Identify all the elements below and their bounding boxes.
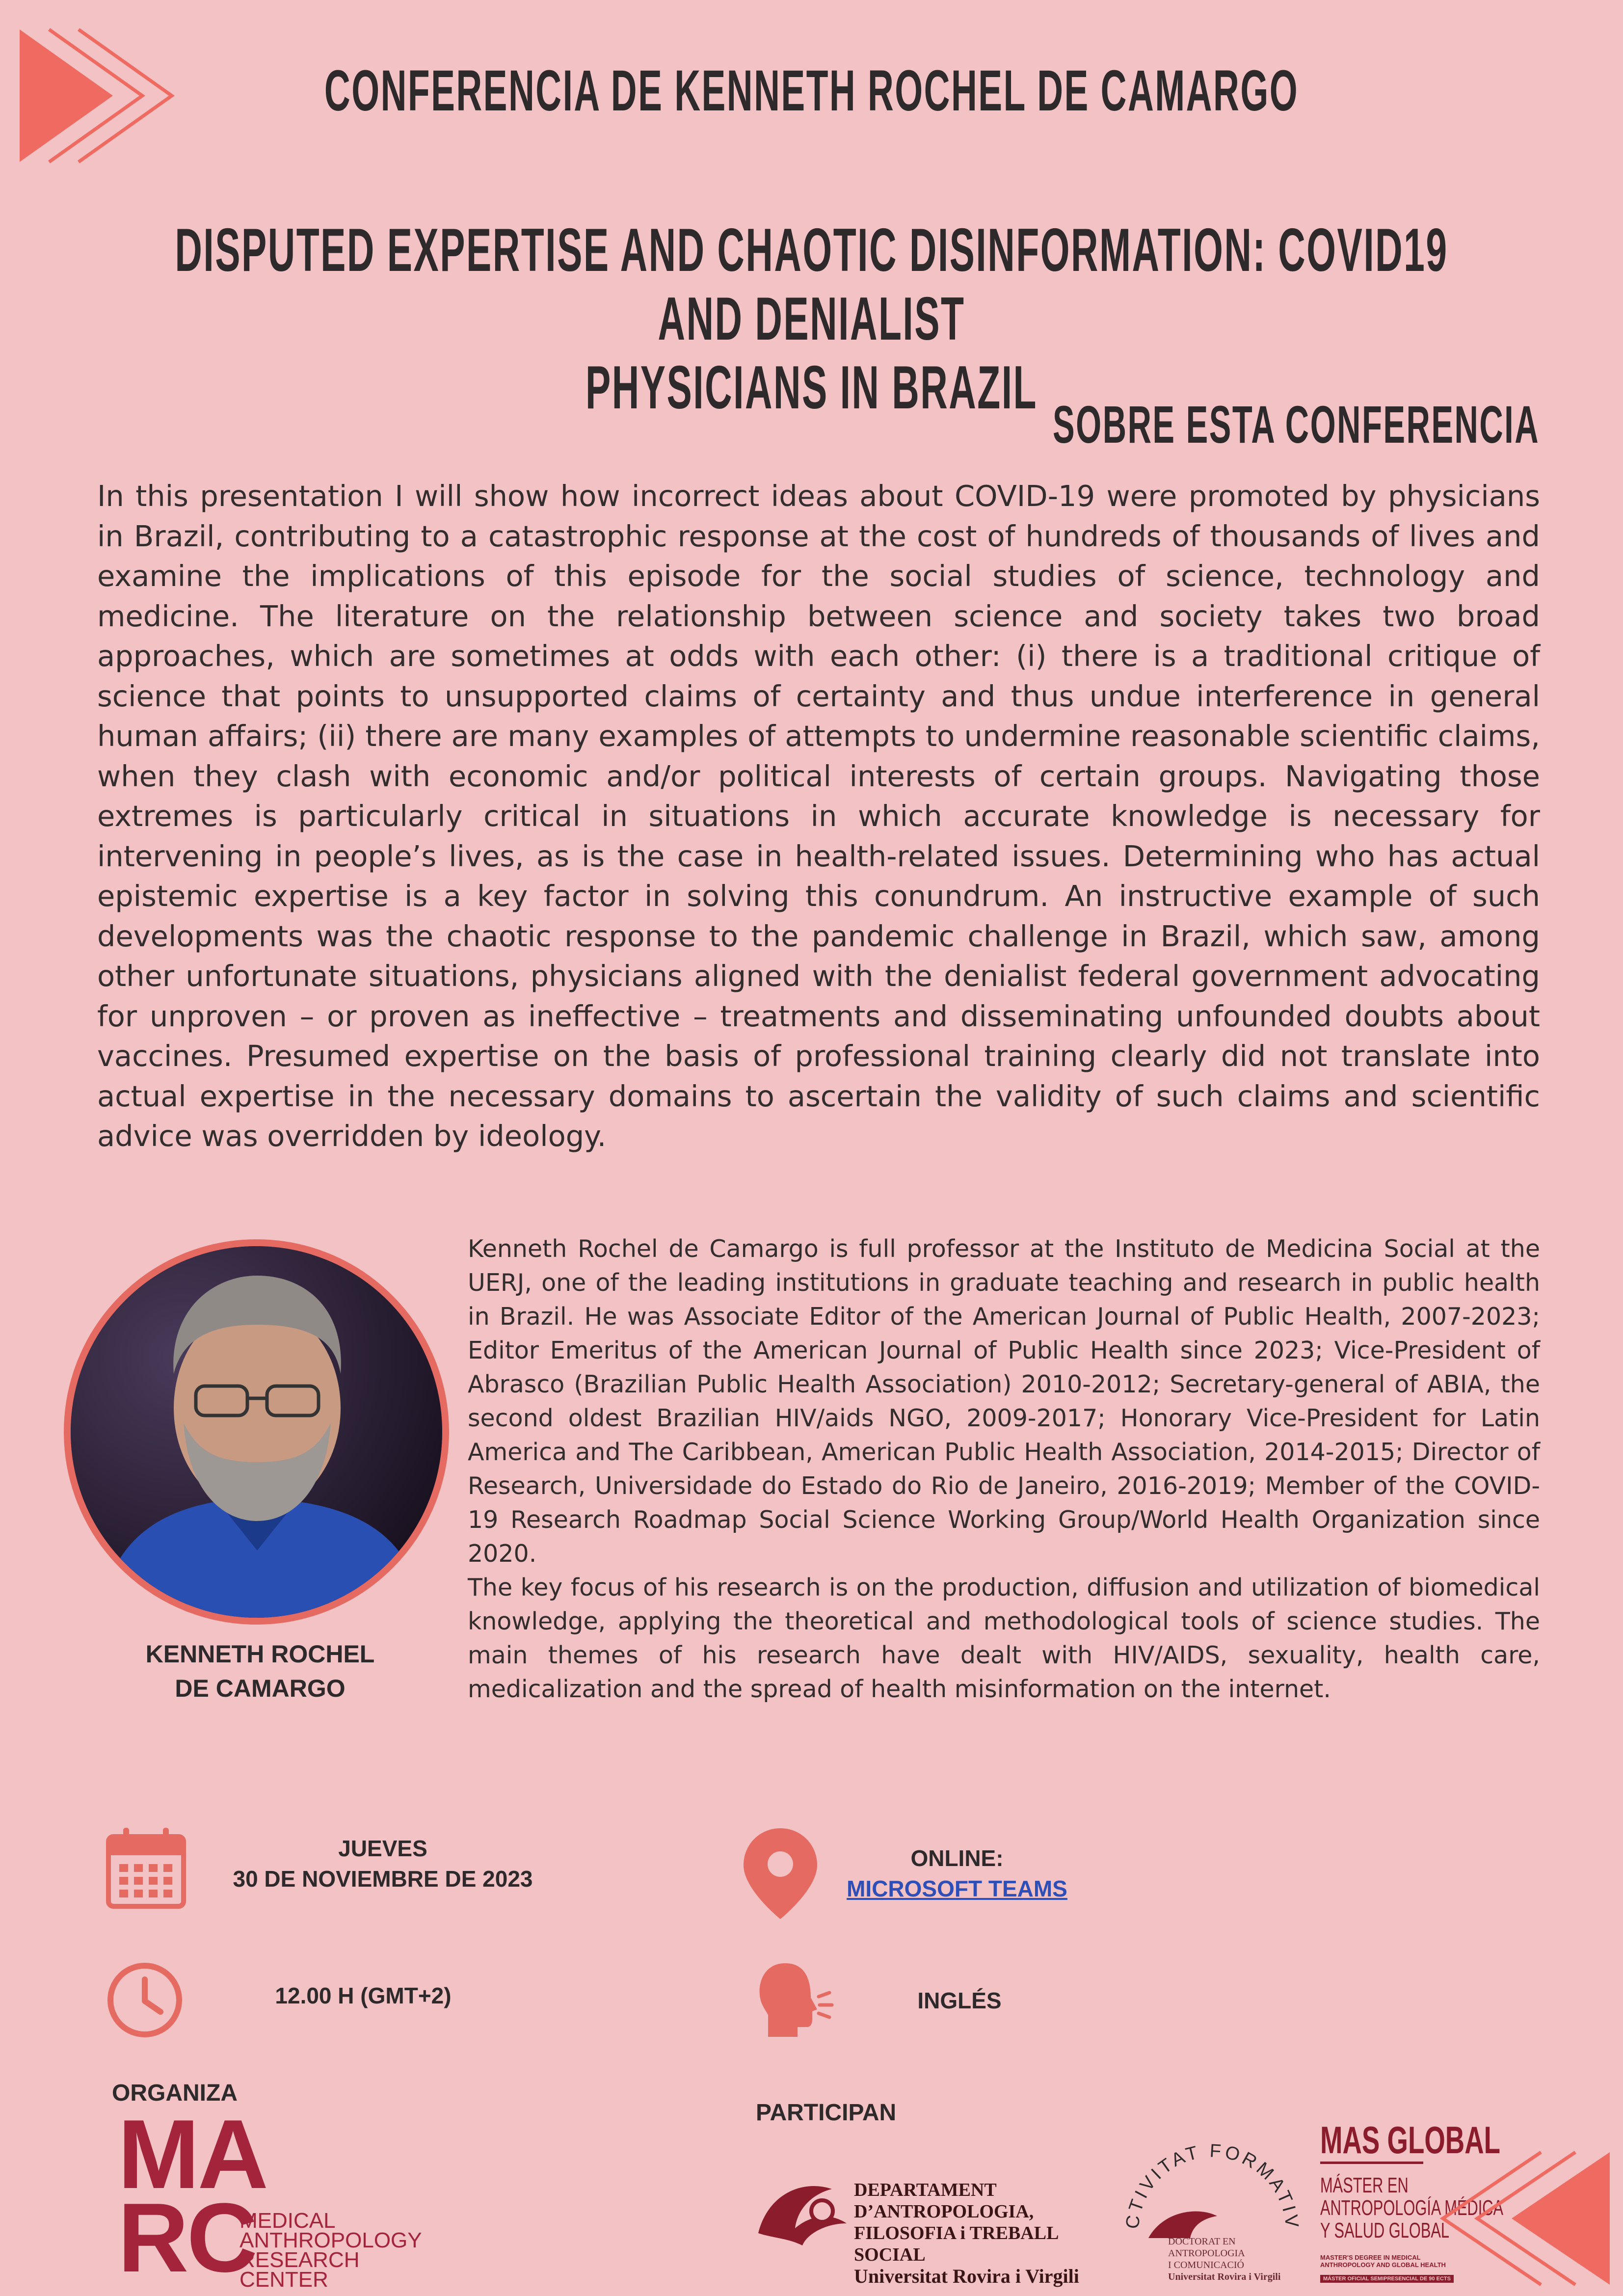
microsoft-teams-link[interactable]: MICROSOFT TEAMS	[847, 1876, 1067, 1901]
activitat-sub-1: DOCTORAT EN ANTROPOLOGIA	[1168, 2236, 1245, 2259]
speaker-bio	[468, 1232, 1540, 1706]
event-day: JUEVES	[338, 1836, 427, 1861]
decorative-arrows-top-left	[15, 25, 182, 167]
marc-logo-letters-rc: RC	[118, 2183, 256, 2293]
talk-title	[156, 216, 1466, 422]
event-mode: ONLINE:	[910, 1845, 1004, 1871]
mas-global-line-1: MÁSTER EN	[1320, 2173, 1409, 2197]
mas-global-badge: MÁSTER OFICIAL SEMIPRESENCIAL DE 90 ECTS	[1320, 2275, 1454, 2283]
activitat-sub-3: Universitat Rovira i Virgili	[1168, 2271, 1281, 2282]
talk-title-line-2: PHYSICIANS IN BRAZIL	[585, 354, 1038, 422]
speaker-portrait-illustration	[71, 1246, 442, 1618]
speaker-photo	[64, 1239, 449, 1625]
mas-global-title: MAS GLOBAL	[1320, 2120, 1423, 2164]
activitat-sub-text	[1168, 2236, 1305, 2283]
activitat-arc-graphic	[1119, 2137, 1305, 2245]
event-time: 12.00 H (GMT+2)	[275, 1983, 452, 2008]
mas-global-line-5: ANTHROPOLOGY AND GLOBAL HEALTH	[1320, 2261, 1446, 2269]
organiza-label: ORGANIZA	[112, 2080, 238, 2106]
event-location	[810, 1843, 1104, 1904]
bio-paragraph-2: The key focus of his research is on the production, diffusion and utilization of biomedical knowledge, applying the theoretical and methodological tools of science studies. The main themes of his research have dealt with HIV/AIDS, sexuality, health care, medicalization and the spread of health misinformation on the internet.	[468, 1574, 1540, 1703]
urv-line-2: FILOSOFIA i TREBALL SOCIAL	[854, 2223, 1058, 2265]
marc-logo-subtitle	[239, 2211, 422, 2290]
activitat-arc-text: CTIVITAT FORMATIV	[1122, 2140, 1303, 2230]
marc-line-2: ANTHROPOLOGY	[239, 2228, 422, 2252]
marc-logo-letters-ma: MA	[118, 2100, 267, 2209]
decorative-arrows-bottom-right	[1438, 2145, 1615, 2292]
activitat-sub-2: I COMUNICACIÓ	[1168, 2260, 1244, 2270]
activitat-formativa-seal	[1119, 2137, 1305, 2295]
speaker-name	[98, 1637, 422, 1706]
mas-global-line-4: MASTER'S DEGREE IN MEDICAL	[1320, 2254, 1421, 2261]
talk-title-line-1: DISPUTED EXPERTISE AND CHAOTIC DISINFORMATION: COVID19 AND DENIALIST	[175, 216, 1448, 353]
conference-heading: CONFERENCIA DE KENNETH ROCHEL DE CAMARGO	[324, 58, 1299, 123]
speaker-name-line-2: DE CAMARGO	[175, 1675, 346, 1702]
location-pin-icon	[741, 1826, 820, 1922]
calendar-icon	[106, 1826, 186, 1909]
speaker-name-line-1: KENNETH ROCHEL	[145, 1640, 375, 1668]
marc-line-3: RESEARCH	[239, 2248, 360, 2272]
urv-line-1: DEPARTAMENT D’ANTROPOLOGIA,	[854, 2180, 1034, 2222]
event-date	[211, 1833, 555, 1894]
event-language: INGLÉS	[917, 1988, 1002, 2013]
participan-label: PARTICIPAN	[756, 2100, 897, 2126]
urv-emblem-icon	[748, 2174, 856, 2248]
speaking-head-icon	[756, 1958, 834, 2039]
marc-line-1: MEDICAL	[239, 2209, 336, 2233]
marc-logo	[118, 2100, 422, 2295]
clock-icon	[106, 1961, 184, 2039]
urv-department-logo-text	[854, 2179, 1129, 2287]
mas-global-english	[1320, 2254, 1446, 2269]
event-date-text: 30 DE NOVIEMBRE DE 2023	[233, 1866, 533, 1892]
abstract-text: In this presentation I will show how incorrect ideas about COVID-19 were promoted by physicians in Brazil, contributing to a catastrophic response at the cost of hundreds of thousands of lives and examine the implications of this episode for the social studies of science, technology and medicine. The literature on the relationship between science and society takes two broad approaches, which are sometimes at odds with each other: (i) there is a traditional critique of science that points to unsupported claims of certainty and thus undue interference in general human affairs; (ii) there are many examples of attempts to undermine reasonable scientific claims, when they clash with economic and/or political interests of certain groups. Navigating those extremes is particularly critical in situations in which accurate knowledge is necessary for intervening in people’s lives, as is the case in health-related issues. Determining who has actual epistemic expertise is a key factor in solving this conundrum. An instructive example of such developments was the chaotic response to the pandemic challenge in Brazil, which saw, among other unfortunate situations, physicians aligned with the denialist federal government advocating for unproven – or proven as ineffective – treatments and disseminating unfounded doubts about vaccines. Presumed expertise on the basis of professional training clearly did not translate into actual expertise in the necessary domains to ascertain the validity of such claims and scientific advice was overridden by ideology.	[97, 479, 1540, 1153]
urv-line-3: Universitat Rovira i Virgili	[854, 2265, 1079, 2287]
mas-global-line-2: ANTROPOLOGÍA MÉDICA	[1320, 2196, 1504, 2220]
mas-global-line-3: Y SALUD GLOBAL	[1320, 2218, 1450, 2243]
marc-line-4: CENTER	[239, 2268, 328, 2292]
bio-paragraph-1: Kenneth Rochel de Camargo is full professor at the Instituto de Medicina Social at the UERJ, one of the leading institutions in graduate teaching and research in public health in Brazil. He was Associate Editor of the American Journal of Public Health, 2007-2023; Editor Emeritus of the American Journal of Public Health since 2023; Vice-President of Abrasco (Brazilian Public Health Association) 2010-2012; Secretary-general of ABIA, the second oldest Brazilian HIV/aids NGO, 2009-2017; Honorary Vice-President for Latin America and The Caribbean, American Public Health Association, 2014-2015; Director of Research, Universidade do Estado do Rio de Janeiro, 2016-2019; Member of the COVID-19 Research Roadmap Social Science Working Group/World Health Organization since 2020.	[468, 1235, 1540, 1568]
about-heading: SOBRE ESTA CONFERENCIA	[1052, 395, 1540, 454]
